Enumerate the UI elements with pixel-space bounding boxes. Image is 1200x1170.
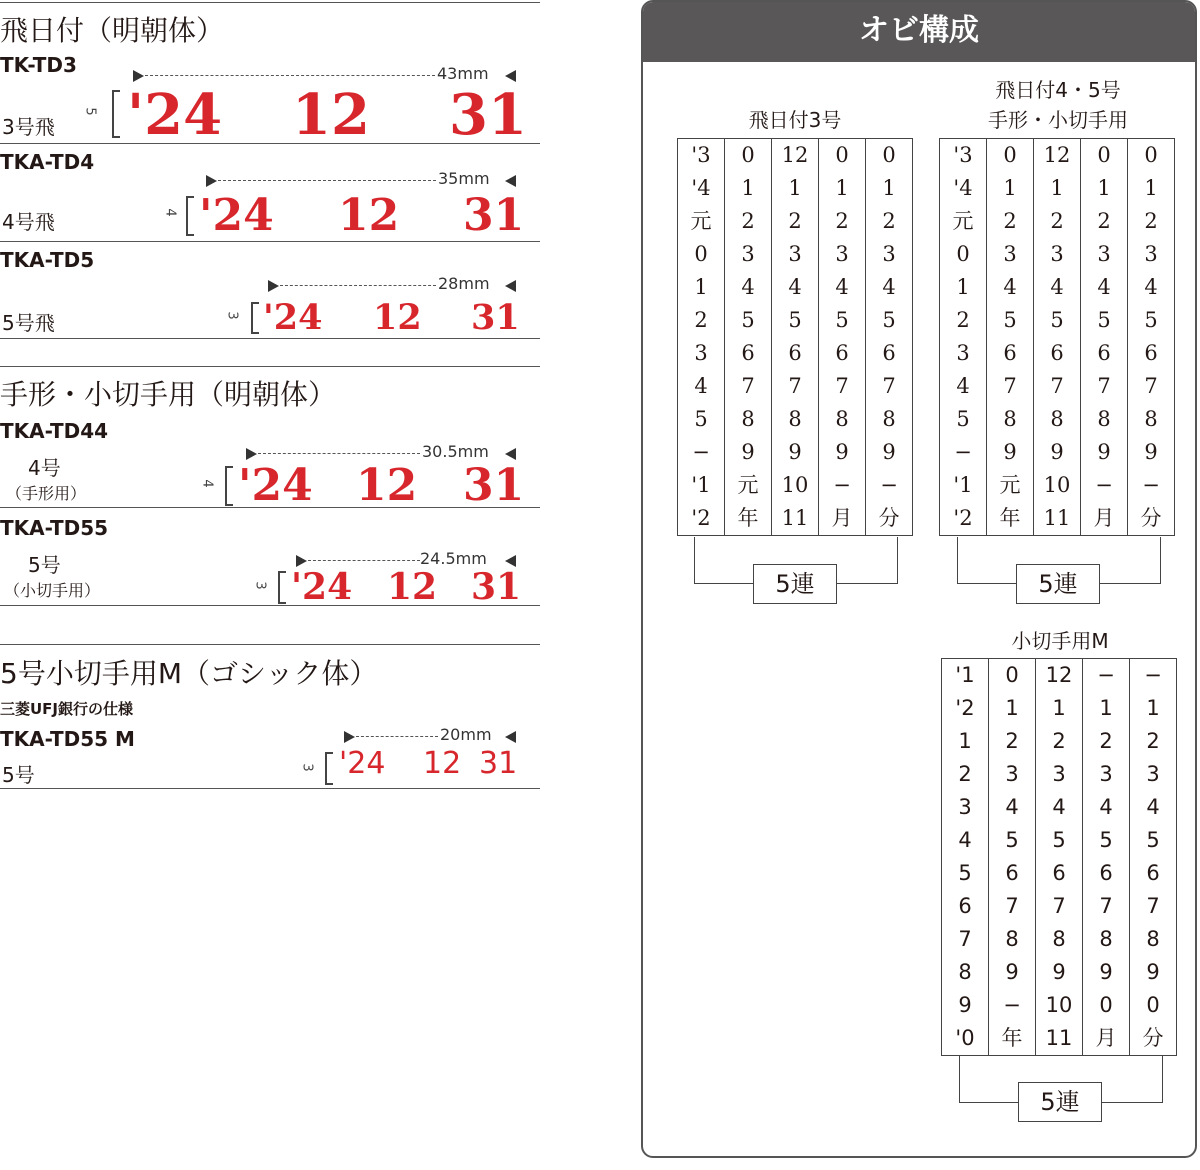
- arrow-left-icon: [344, 731, 355, 743]
- band-digit: 3: [1005, 762, 1019, 786]
- band-digit: 8: [1005, 927, 1019, 951]
- size-label: 5号飛: [2, 311, 55, 335]
- band-digit: 4: [1005, 795, 1019, 819]
- band-digit: 1: [741, 176, 755, 200]
- band-digit: 9: [741, 440, 755, 464]
- date-stamp-sample: [127, 82, 527, 146]
- band-digit: 3: [882, 242, 896, 266]
- band-digit: 5: [958, 861, 972, 885]
- section-title-gothic: 5号小切手用M（ゴシック体）: [0, 657, 378, 690]
- band-digit: 9: [1005, 960, 1019, 984]
- width-label: 28mm: [438, 274, 490, 293]
- band-digit: 2: [1050, 209, 1064, 233]
- band-digit: 12: [1045, 663, 1073, 687]
- size-label: 5号: [2, 763, 35, 787]
- band-digit: 4: [1097, 275, 1111, 299]
- band-digit: 0: [882, 143, 896, 167]
- band-digit: 6: [1052, 861, 1066, 885]
- band-digit: 5: [956, 407, 970, 431]
- model-number: TK-TD3: [0, 53, 77, 77]
- band-digit: '0: [955, 1026, 975, 1050]
- band-digit: 6: [1144, 341, 1158, 365]
- band-digit: 1: [1052, 696, 1066, 720]
- band-digit: 1: [835, 176, 849, 200]
- band-digit: '2: [955, 696, 975, 720]
- band-column: [1081, 139, 1128, 536]
- band-digit: −: [833, 473, 851, 497]
- section-title-tegata: 手形・小切手用（明朝体）: [0, 378, 337, 411]
- band-digit: 6: [1003, 341, 1017, 365]
- band-digit: −: [880, 473, 898, 497]
- band-digit: 4: [741, 275, 755, 299]
- band-digit: 8: [958, 960, 972, 984]
- stamp-month: 12: [356, 460, 418, 511]
- band-digit: 9: [882, 440, 896, 464]
- band-digit: 9: [1097, 440, 1111, 464]
- bracket-icon: [325, 752, 333, 785]
- band-digit: 0: [1003, 143, 1017, 167]
- band-digit: 3: [1097, 242, 1111, 266]
- band-digit: 6: [1050, 341, 1064, 365]
- band-digit: 2: [958, 762, 972, 786]
- band-digit: 10: [1045, 993, 1073, 1017]
- band-digit: 9: [1050, 440, 1064, 464]
- obi-configuration-panel: [641, 0, 1197, 1158]
- date-stamp-sample: [339, 746, 529, 784]
- divider: [0, 143, 540, 144]
- band-digit: '3: [691, 143, 711, 167]
- band-digit: 7: [1144, 374, 1158, 398]
- band-digit: 2: [1144, 209, 1158, 233]
- band-digit: 9: [1003, 440, 1017, 464]
- band-digit: 7: [1099, 894, 1113, 918]
- band-column: [987, 139, 1034, 536]
- width-label: 35mm: [438, 169, 490, 188]
- model-number: TKA-TD55: [0, 516, 109, 540]
- band-digit: 3: [956, 341, 970, 365]
- band-digit: 0: [1146, 993, 1160, 1017]
- band-digit: 8: [882, 407, 896, 431]
- band-digit: 6: [1097, 341, 1111, 365]
- band-digit: 2: [1146, 729, 1160, 753]
- divider: [0, 241, 540, 242]
- band-digit: 3: [1050, 242, 1064, 266]
- band-digit: −: [954, 440, 972, 464]
- model-number: TKA-TD44: [0, 419, 109, 443]
- band-digit: 0: [1144, 143, 1158, 167]
- band-digit: 5: [1146, 828, 1160, 852]
- band-digit: '4: [691, 176, 711, 200]
- band-digit: 6: [835, 341, 849, 365]
- band-digit: 6: [958, 894, 972, 918]
- arrow-left-icon: [206, 175, 217, 187]
- band-digit: 9: [1052, 960, 1066, 984]
- bracket-icon: [186, 196, 194, 236]
- arrow-right-icon: [505, 731, 516, 743]
- height-digit: 4: [199, 479, 215, 488]
- arrow-left-icon: [268, 280, 279, 292]
- band-digit: '1: [953, 473, 973, 497]
- band-digit: 分: [878, 506, 900, 530]
- band-digit: 年: [737, 506, 759, 530]
- bracket-icon: [225, 466, 233, 506]
- band-digit: 4: [835, 275, 849, 299]
- band-column: [772, 139, 819, 536]
- band-digit: 1: [1003, 176, 1017, 200]
- band-digit: 0: [1099, 993, 1113, 1017]
- band-digit: 0: [694, 242, 708, 266]
- stamp-year: '24: [339, 746, 386, 781]
- band-digit: 0: [1005, 663, 1019, 687]
- divider: [0, 644, 540, 645]
- band-digit: 元: [690, 209, 712, 233]
- band-digit: '1: [955, 663, 975, 687]
- band-digit: 8: [1052, 927, 1066, 951]
- divider: [0, 366, 540, 367]
- stamp-year: '24: [127, 82, 223, 148]
- band-digit: 年: [1001, 1026, 1023, 1050]
- band-digit: −: [1003, 993, 1021, 1017]
- band-column: [942, 659, 989, 1056]
- band-digit: 6: [741, 341, 755, 365]
- panel-title: オビ構成: [643, 2, 1195, 62]
- band-digit: 2: [1003, 209, 1017, 233]
- band-digit: 2: [1052, 729, 1066, 753]
- arrow-right-icon: [505, 448, 516, 460]
- stamp-day: 31: [463, 460, 525, 511]
- divider: [0, 507, 540, 508]
- band-digit: 3: [958, 795, 972, 819]
- band-digit: 元: [999, 473, 1021, 497]
- band-digit: 7: [1005, 894, 1019, 918]
- band-digit: 2: [788, 209, 802, 233]
- band-digit: 8: [1144, 407, 1158, 431]
- band-column: [678, 139, 725, 536]
- band-digit: −: [1097, 663, 1115, 687]
- band-digit: 元: [952, 209, 974, 233]
- band-digit: 8: [1146, 927, 1160, 951]
- band-column: [1036, 659, 1083, 1056]
- band-digit: 8: [1050, 407, 1064, 431]
- band-digit: 4: [958, 828, 972, 852]
- width-label: 20mm: [440, 725, 492, 744]
- band-digit: 1: [956, 275, 970, 299]
- band-digit: 9: [1099, 960, 1113, 984]
- band-digit: 6: [882, 341, 896, 365]
- size-label: 5号: [28, 553, 61, 577]
- stamp-year: '24: [199, 190, 274, 241]
- band-digit: 0: [741, 143, 755, 167]
- band-digit: 分: [1140, 506, 1162, 530]
- band-digit: 7: [1146, 894, 1160, 918]
- size-label: 4号飛: [2, 210, 55, 234]
- band-digit: 7: [835, 374, 849, 398]
- date-stamp-sample: [291, 566, 531, 608]
- band-digit: 6: [1005, 861, 1019, 885]
- band-digit: 4: [1144, 275, 1158, 299]
- band-title: 飛日付4・5号: [995, 78, 1121, 102]
- band-column: [1083, 659, 1130, 1056]
- band-digit: 5: [1097, 308, 1111, 332]
- band-digit: '2: [953, 506, 973, 530]
- band-title: 小切手用M: [1011, 629, 1109, 653]
- band-column: [725, 139, 772, 536]
- band-digit: 3: [1052, 762, 1066, 786]
- section-title-tobi-hizuke: 飛日付（明朝体）: [0, 14, 225, 47]
- height-digit: 3: [224, 311, 240, 320]
- band-digit: 6: [1146, 861, 1160, 885]
- band-digit: 元: [737, 473, 759, 497]
- arrow-right-icon: [505, 70, 516, 82]
- band-digit: 8: [835, 407, 849, 431]
- ren-count-label: 5連: [1016, 564, 1100, 604]
- band-digit: 7: [958, 927, 972, 951]
- ren-count-label: 5連: [1018, 1082, 1102, 1122]
- band-digit: 5: [1050, 308, 1064, 332]
- band-digit: 0: [835, 143, 849, 167]
- date-stamp-sample: [263, 297, 533, 339]
- stamp-month: 12: [387, 566, 438, 608]
- band-digit: 7: [1052, 894, 1066, 918]
- band-digit: 4: [788, 275, 802, 299]
- band-digit: 11: [1043, 506, 1071, 530]
- band-digit: 8: [1003, 407, 1017, 431]
- band-digit: 5: [1005, 828, 1019, 852]
- width-label: 43mm: [437, 64, 489, 83]
- width-dimension: [206, 169, 516, 189]
- band-table: [941, 658, 1177, 1056]
- band-digit: 3: [1003, 242, 1017, 266]
- arrow-right-icon: [505, 280, 516, 292]
- divider: [0, 2, 540, 3]
- usage-label: （小切手用）: [4, 581, 101, 600]
- band-digit: 1: [788, 176, 802, 200]
- band-digit: 5: [882, 308, 896, 332]
- band-column: [1034, 139, 1081, 536]
- band-table: [677, 138, 913, 536]
- band-digit: 1: [882, 176, 896, 200]
- bracket-icon: [278, 571, 286, 604]
- band-digit: 2: [1005, 729, 1019, 753]
- band-digit: 9: [1146, 960, 1160, 984]
- band-digit: 3: [788, 242, 802, 266]
- date-stamp-sample: [199, 190, 529, 242]
- band-digit: 4: [1099, 795, 1113, 819]
- arrow-left-icon: [246, 448, 257, 460]
- width-label: 24.5mm: [420, 549, 487, 568]
- band-digit: 4: [1003, 275, 1017, 299]
- model-number: TKA-TD5: [0, 248, 95, 272]
- band-digit: 7: [788, 374, 802, 398]
- size-label: 4号: [28, 456, 61, 480]
- bracket-icon: [251, 302, 259, 334]
- height-digit: 3: [252, 581, 268, 590]
- band-digit: 2: [835, 209, 849, 233]
- band-digit: 3: [1099, 762, 1113, 786]
- band-digit: 1: [1099, 696, 1113, 720]
- band-digit: 7: [1050, 374, 1064, 398]
- band-digit: 分: [1142, 1026, 1164, 1050]
- usage-label: （手形用）: [6, 484, 87, 503]
- band-column: [866, 139, 913, 536]
- band-digit: '4: [953, 176, 973, 200]
- band-digit: 月: [1095, 1026, 1117, 1050]
- band-digit: '3: [953, 143, 973, 167]
- band-column: [989, 659, 1036, 1056]
- band-digit: 1: [1050, 176, 1064, 200]
- stamp-day: 31: [479, 746, 518, 781]
- divider: [0, 605, 540, 606]
- date-stamp-sample: [238, 460, 528, 512]
- band-digit: 月: [1093, 506, 1115, 530]
- band-digit: 3: [1146, 762, 1160, 786]
- width-label: 30.5mm: [422, 442, 489, 461]
- band-digit: 2: [694, 308, 708, 332]
- stamp-year: '24: [291, 566, 353, 608]
- stamp-month: 12: [423, 746, 462, 781]
- band-table: [939, 138, 1175, 536]
- stamp-month: 12: [292, 82, 370, 148]
- band-title: 飛日付3号: [748, 108, 842, 132]
- band-digit: 月: [831, 506, 853, 530]
- stamp-day: 31: [471, 297, 520, 338]
- band-digit: 1: [1097, 176, 1111, 200]
- band-digit: 8: [741, 407, 755, 431]
- band-column: [819, 139, 866, 536]
- band-digit: 9: [835, 440, 849, 464]
- band-digit: 12: [781, 143, 809, 167]
- band-digit: 5: [1099, 828, 1113, 852]
- arrow-right-icon: [505, 175, 516, 187]
- band-digit: 4: [882, 275, 896, 299]
- band-digit: 5: [788, 308, 802, 332]
- band-column: [1130, 659, 1177, 1056]
- height-digit: 5: [82, 107, 98, 116]
- band-digit: 3: [835, 242, 849, 266]
- band-digit: 4: [694, 374, 708, 398]
- height-digit: 3: [299, 763, 315, 772]
- band-digit: 4: [956, 374, 970, 398]
- band-digit: 1: [1144, 176, 1158, 200]
- band-digit: 3: [694, 341, 708, 365]
- band-digit: 1: [694, 275, 708, 299]
- band-column: [940, 139, 987, 536]
- band-digit: 5: [1144, 308, 1158, 332]
- divider: [0, 338, 540, 339]
- band-digit: 6: [788, 341, 802, 365]
- band-digit: 5: [1003, 308, 1017, 332]
- band-digit: 2: [1097, 209, 1111, 233]
- band-digit: 9: [958, 993, 972, 1017]
- band-digit: 4: [1146, 795, 1160, 819]
- band-digit: 1: [958, 729, 972, 753]
- band-digit: 11: [1045, 1026, 1073, 1050]
- stamp-day: 31: [463, 190, 525, 241]
- stamp-month: 12: [338, 190, 400, 241]
- band-digit: 5: [835, 308, 849, 332]
- band-digit: 2: [882, 209, 896, 233]
- stamp-year: '24: [263, 297, 323, 338]
- band-digit: 7: [1097, 374, 1111, 398]
- band-digit: 2: [1099, 729, 1113, 753]
- band-digit: 5: [1052, 828, 1066, 852]
- model-number: TKA-TD4: [0, 150, 95, 174]
- band-digit: −: [1142, 473, 1160, 497]
- band-digit: 5: [694, 407, 708, 431]
- band-digit: 7: [741, 374, 755, 398]
- stamp-day: 31: [471, 566, 522, 608]
- band-digit: 0: [956, 242, 970, 266]
- band-digit: 4: [1050, 275, 1064, 299]
- band-digit: 5: [741, 308, 755, 332]
- band-digit: −: [692, 440, 710, 464]
- width-dimension: [268, 274, 516, 294]
- band-subtitle: 手形・小切手用: [988, 108, 1128, 132]
- model-number: TKA-TD55 M: [0, 727, 135, 751]
- band-digit: 9: [788, 440, 802, 464]
- band-digit: 8: [788, 407, 802, 431]
- band-digit: 10: [781, 473, 809, 497]
- width-dimension: [344, 725, 516, 745]
- band-digit: 12: [1043, 143, 1071, 167]
- band-digit: −: [1144, 663, 1162, 687]
- size-label: 3号飛: [2, 115, 55, 139]
- band-digit: 1: [1005, 696, 1019, 720]
- band-column: [1128, 139, 1175, 536]
- stamp-year: '24: [238, 460, 313, 511]
- band-digit: 年: [999, 506, 1021, 530]
- band-digit: 3: [741, 242, 755, 266]
- band-digit: 0: [1097, 143, 1111, 167]
- band-digit: 2: [741, 209, 755, 233]
- band-digit: '1: [691, 473, 711, 497]
- band-digit: 7: [882, 374, 896, 398]
- band-digit: 10: [1043, 473, 1071, 497]
- band-digit: 2: [956, 308, 970, 332]
- band-digit: 7: [1003, 374, 1017, 398]
- band-digit: 3: [1144, 242, 1158, 266]
- divider: [0, 788, 540, 789]
- stamp-day: 31: [449, 82, 527, 148]
- height-digit: 4: [162, 208, 178, 217]
- band-digit: 11: [781, 506, 809, 530]
- band-digit: −: [1095, 473, 1113, 497]
- band-digit: 8: [1097, 407, 1111, 431]
- band-digit: 6: [1099, 861, 1113, 885]
- stamp-month: 12: [373, 297, 422, 338]
- band-digit: 9: [1144, 440, 1158, 464]
- ren-count-label: 5連: [753, 564, 837, 604]
- bank-spec-note: 三菱UFJ銀行の仕様: [0, 700, 134, 718]
- band-digit: 4: [1052, 795, 1066, 819]
- band-digit: 1: [1146, 696, 1160, 720]
- arrow-left-icon: [133, 70, 144, 82]
- band-digit: '2: [691, 506, 711, 530]
- band-digit: 8: [1099, 927, 1113, 951]
- bracket-icon: [112, 90, 120, 138]
